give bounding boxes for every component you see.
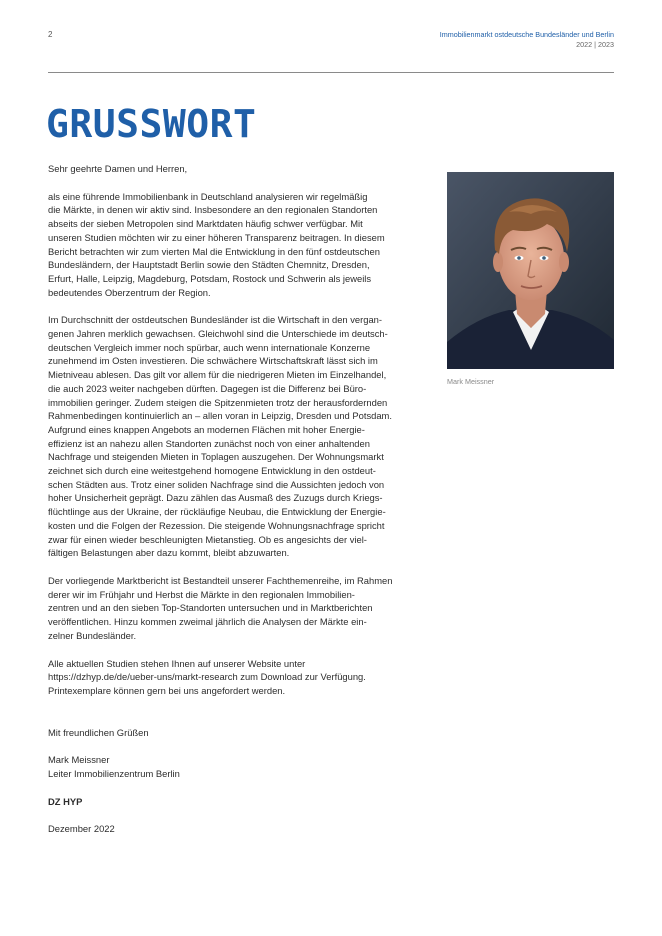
portrait-illustration <box>447 172 614 369</box>
text-line: genen Jahren merklich gewachsen. Gleichwohl sind die Unterschiede im deutsch- <box>48 328 388 340</box>
header-divider <box>48 72 614 73</box>
text-line: die auch 2023 weiter nachgeben dürften. Dagegen ist die Differenz bei Büro- <box>48 382 367 394</box>
text-line: die Märkte, in denen wir aktiv sind. Insbesondere an den regionalen Standorten <box>48 204 378 216</box>
closing: Mit freundlichen Grüßen <box>48 726 149 738</box>
text-line: schen Städten aus. Trotz einer soliden Nachfrage sind die Aussichten jedoch von <box>48 478 385 490</box>
text-line: zeichnet sich durch eine weitestgehend homogene Entwicklung in den ostdeut- <box>48 465 376 477</box>
text-line: als eine führende Immobilienbank in Deutschland analysieren wir regelmäßig <box>48 190 368 202</box>
company-name: DZ HYP <box>48 795 83 807</box>
page-title: GRUSSWORT <box>46 102 257 146</box>
text-line: bedeutendes Oberzentrum der Region. <box>48 286 211 298</box>
text-line: veröffentlichen. Hinzu kommen zweimal jährlich die Analysen der Märkte ein- <box>48 616 367 628</box>
text-line: Printexemplare können gern bei uns angefordert werden. <box>48 684 286 696</box>
text-line: deutschen Vergleich immer noch spürbar, auch wenn internationale Konzerne <box>48 341 371 353</box>
text-line: fältigen Belastungen aber dazu kommt, bleibt abzuwarten. <box>48 547 290 559</box>
text-line: zelner Bundesländer. <box>48 629 137 641</box>
text-line: Im Durchschnitt der ostdeutschen Bundesländer ist die Wirtschaft in den vergan- <box>48 314 383 326</box>
salutation: Sehr geehrte Damen und Herren, <box>48 163 188 174</box>
letter-body <box>48 162 434 836</box>
text-line: zwar für einen wieder beschleunigten Mietanstieg. Ob es angesichts der viel- <box>48 533 367 545</box>
text-line: Nachfrage und steigenden Mieten in Toplagen auszugehen. Der Wohnungsmarkt <box>48 451 384 463</box>
text-line: Rahmenbedingen kontinuierlich an – allen voran in Leipzig, Dresden und Potsdam. <box>48 410 392 422</box>
text-line: Mietniveau ablesen. Das gilt vor allem für die niedrigeren Mieten im Einzelhandel, <box>48 369 387 381</box>
text-line: zunehmend im Osten investieren. Die schwächere Wirtschaftskraft lässt sich im <box>48 355 378 367</box>
paragraph-economy <box>48 313 434 560</box>
page-number: 2 <box>48 30 53 39</box>
text-line: Bericht betrachten wir zum vierten Mal die Entwicklung in den fünf ostdeutschen <box>48 245 380 257</box>
paragraph-website <box>48 657 434 698</box>
signer-role: Leiter Immobilienzentrum Berlin <box>48 768 180 780</box>
text-line: Alle aktuellen Studien stehen Ihnen auf unserer Website unter <box>48 657 306 669</box>
running-header-year: 2022 | 2023 <box>576 39 614 49</box>
text-line: zentren und an den sieben Top-Standorten untersuchen und in Marktberichten <box>48 602 373 614</box>
signer-name: Mark Meissner <box>48 754 110 766</box>
website-link-line[interactable]: https://dzhyp.de/de/ueber-uns/markt-research zum Download zur Verfügung. <box>48 671 366 683</box>
running-header-title: Immobilienmarkt ostdeutsche Bundesländer und Berlin <box>439 30 614 39</box>
text-line: derer wir im Frühjahr und Herbst die Märkte in den regionalen Immobilien- <box>48 588 355 600</box>
text-line: hoher Unsicherheit geprägt. Dazu zählen das Ausmaß des Zuzugs durch Kriegs- <box>48 492 383 504</box>
paragraph-intro <box>48 190 434 300</box>
paragraph-series <box>48 574 434 643</box>
text-line: Erfurt, Halle, Leipzig, Magdeburg, Potsdam, Rostock und Schwerin als jeweils <box>48 272 372 284</box>
text-line: abseits der sieben Metropolen sind Marktdaten häufig schwer verfügbar. Mit <box>48 218 363 230</box>
portrait-caption: Mark Meissner <box>447 377 495 386</box>
text-line: Der vorliegende Marktbericht ist Bestandteil unserer Fachthemenreihe, im Rahmen <box>48 574 393 586</box>
text-line: effizienz ist an nahezu allen Standorten zunächst noch von einer anhaltenden <box>48 437 370 449</box>
running-header <box>440 30 614 49</box>
text-line: Aufgrund eines knappen Angebots an modernen Flächen mit hoher Energie- <box>48 423 365 435</box>
text-line: Bundesländern, der Hauptstadt Berlin sowie den Städten Chemnitz, Dresden, <box>48 259 370 271</box>
text-line: immobilien geringer. Zudem steigen die Spitzenmieten trotz der herausfordernden <box>48 396 388 408</box>
text-line: flüchtlinge aus der Ukraine, der rückläufige Neubau, die Entwicklung der Energie- <box>48 506 386 518</box>
text-line: kosten und die Folgen der Rezession. Die steigende Wohnungsnachfrage spricht <box>48 519 385 531</box>
portrait-photo <box>447 172 614 369</box>
letter-date: Dezember 2022 <box>48 823 115 835</box>
text-line: unseren Studien möchten wir zu einer höheren Transparenz beitragen. In diesem <box>48 231 385 243</box>
